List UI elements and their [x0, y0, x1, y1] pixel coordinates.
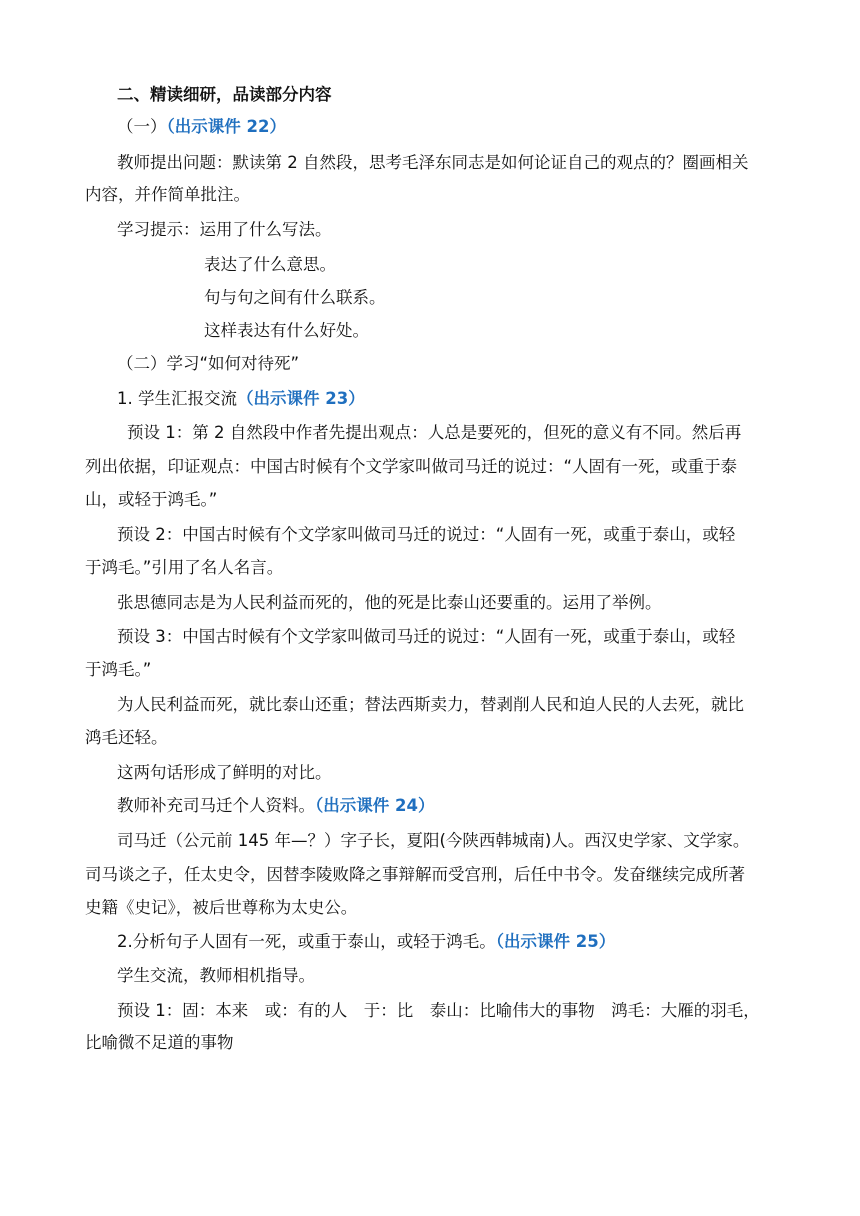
bio-line-1: 司马迁（公元前 145 年—？）字子长，夏阳(今陕西韩城南)人。西汉史学家、文学家。 [117, 831, 750, 850]
supplement-text: 教师补充司马迁个人资料。 [117, 796, 315, 815]
contrast-note: 这两句话形成了鲜明的对比。 [117, 763, 332, 782]
courseware-ref-24: （出示课件 24） [315, 796, 435, 815]
zhang-line: 张思德同志是为人民利益而死的，他的死是比泰山还要重的。运用了举例。 [117, 593, 662, 612]
tip-item: 运用了什么写法。 [199, 220, 332, 239]
bio-line-3: 史籍《史记》，被后世尊称为太史公。 [85, 898, 358, 917]
tips-line [117, 219, 332, 241]
supplement-line [117, 795, 434, 817]
preset2-line-1: 预设 2：中国古时候有个文学家叫做司马迁的说过：“人固有一死，或重于泰山，或轻 [117, 525, 736, 544]
step1-line [117, 388, 365, 410]
tip-item: 表达了什么意思。 [204, 255, 336, 274]
part1-line [117, 116, 286, 138]
preset1-line-2: 列出依据，印证观点：中国古时候有个文学家叫做司马迁的说过：“人固有一死，或重于泰 [85, 457, 738, 476]
preset1-line-3: 山，或轻于鸿毛。” [85, 490, 218, 509]
step2-line [117, 931, 615, 953]
bio-line-2: 司马谈之子，任太史令，因替李陵败降之事辩解而受宫刑，后任中书令。发奋继续完成所著 [85, 865, 745, 884]
part1-label: （一） [117, 117, 167, 136]
preset-final-line-1: 预设 1：固：本来 或：有的人 于：比 泰山：比喻伟大的事物 鸿毛：大雁的羽毛， [117, 1001, 760, 1020]
preset2-line-2: 于鸿毛。”引用了名人名言。 [85, 558, 284, 577]
preset1-line-1: 预设 1：第 2 自然段中作者先提出观点：人总是要死的，但死的意义有不同。然后再 [127, 423, 742, 442]
courseware-ref-22: （出示课件 22） [166, 117, 286, 136]
courseware-ref-23: （出示课件 23） [237, 389, 365, 408]
tip-item: 句与句之间有什么联系。 [204, 288, 386, 307]
step2-text: 2.分析句子人固有一死，或重于泰山，或轻于鸿毛。 [117, 932, 496, 951]
question-line-1: 教师提出问题：默读第 2 自然段，思考毛泽东同志是如何论证自己的观点的？圈画相关 [117, 153, 749, 172]
part2-title: （二）学习“如何对待死” [117, 354, 300, 373]
tips-label: 学习提示： [117, 220, 200, 239]
question-line-2: 内容，并作简单批注。 [85, 185, 250, 204]
section-heading: 二、精读细研，品读部分内容 [117, 85, 332, 104]
preset-final-line-2: 比喻微不足道的事物 [85, 1033, 234, 1052]
exchange-line: 学生交流，教师相机指导。 [117, 966, 315, 985]
step1-text: 1. 学生汇报交流 [117, 389, 237, 408]
tip-item: 这样表达有什么好处。 [204, 321, 369, 340]
contrast-line-1: 为人民利益而死，就比泰山还重；替法西斯卖力，替剥削人民和迫人民的人去死，就比 [117, 695, 744, 714]
courseware-ref-25: （出示课件 25） [495, 932, 616, 951]
preset3-line-1: 预设 3：中国古时候有个文学家叫做司马迁的说过：“人固有一死，或重于泰山，或轻 [117, 627, 736, 646]
contrast-line-2: 鸿毛还轻。 [85, 728, 168, 747]
preset3-line-2: 于鸿毛。” [85, 660, 152, 679]
